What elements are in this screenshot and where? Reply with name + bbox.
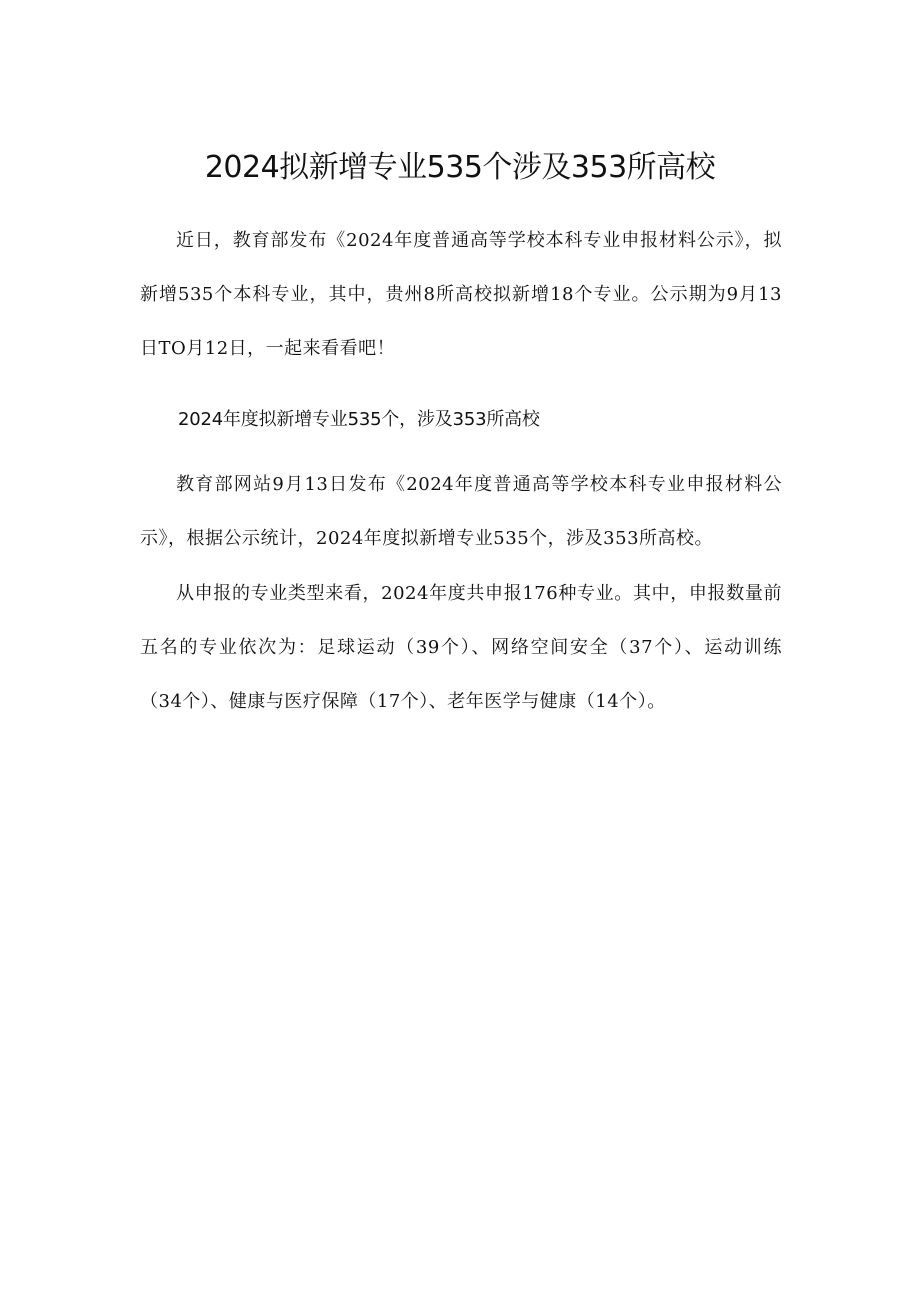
document-title: 2024拟新增专业535个涉及353所高校 [204, 150, 716, 185]
body-paragraph-announcement: 教育部网站9月13日发布《2024年度普通高等学校本科专业申报材料公示》，根据公示统计，2024年度拟新增专业535个，涉及353所高校。 [140, 474, 782, 549]
intro-paragraph: 近日，教育部发布《2024年度普通高等学校本科专业申报材料公示》，拟新增535个本科专业，其中，贵州8所高校拟新增18个专业。公示期为9月13日TO月12日，一起来看看吧！ [140, 230, 782, 359]
body-paragraph-top-majors: 从申报的专业类型来看，2024年度共申报176种专业。其中，申报数量前五名的专业依次为：足球运动（39个）、网络空间安全（37个）、运动训练（34个）、健康与医疗保障（17个）、老年医学与健康（14个）。 [140, 583, 782, 712]
section-subheading: 2024年度拟新增专业535个，涉及353所高校 [178, 409, 540, 430]
